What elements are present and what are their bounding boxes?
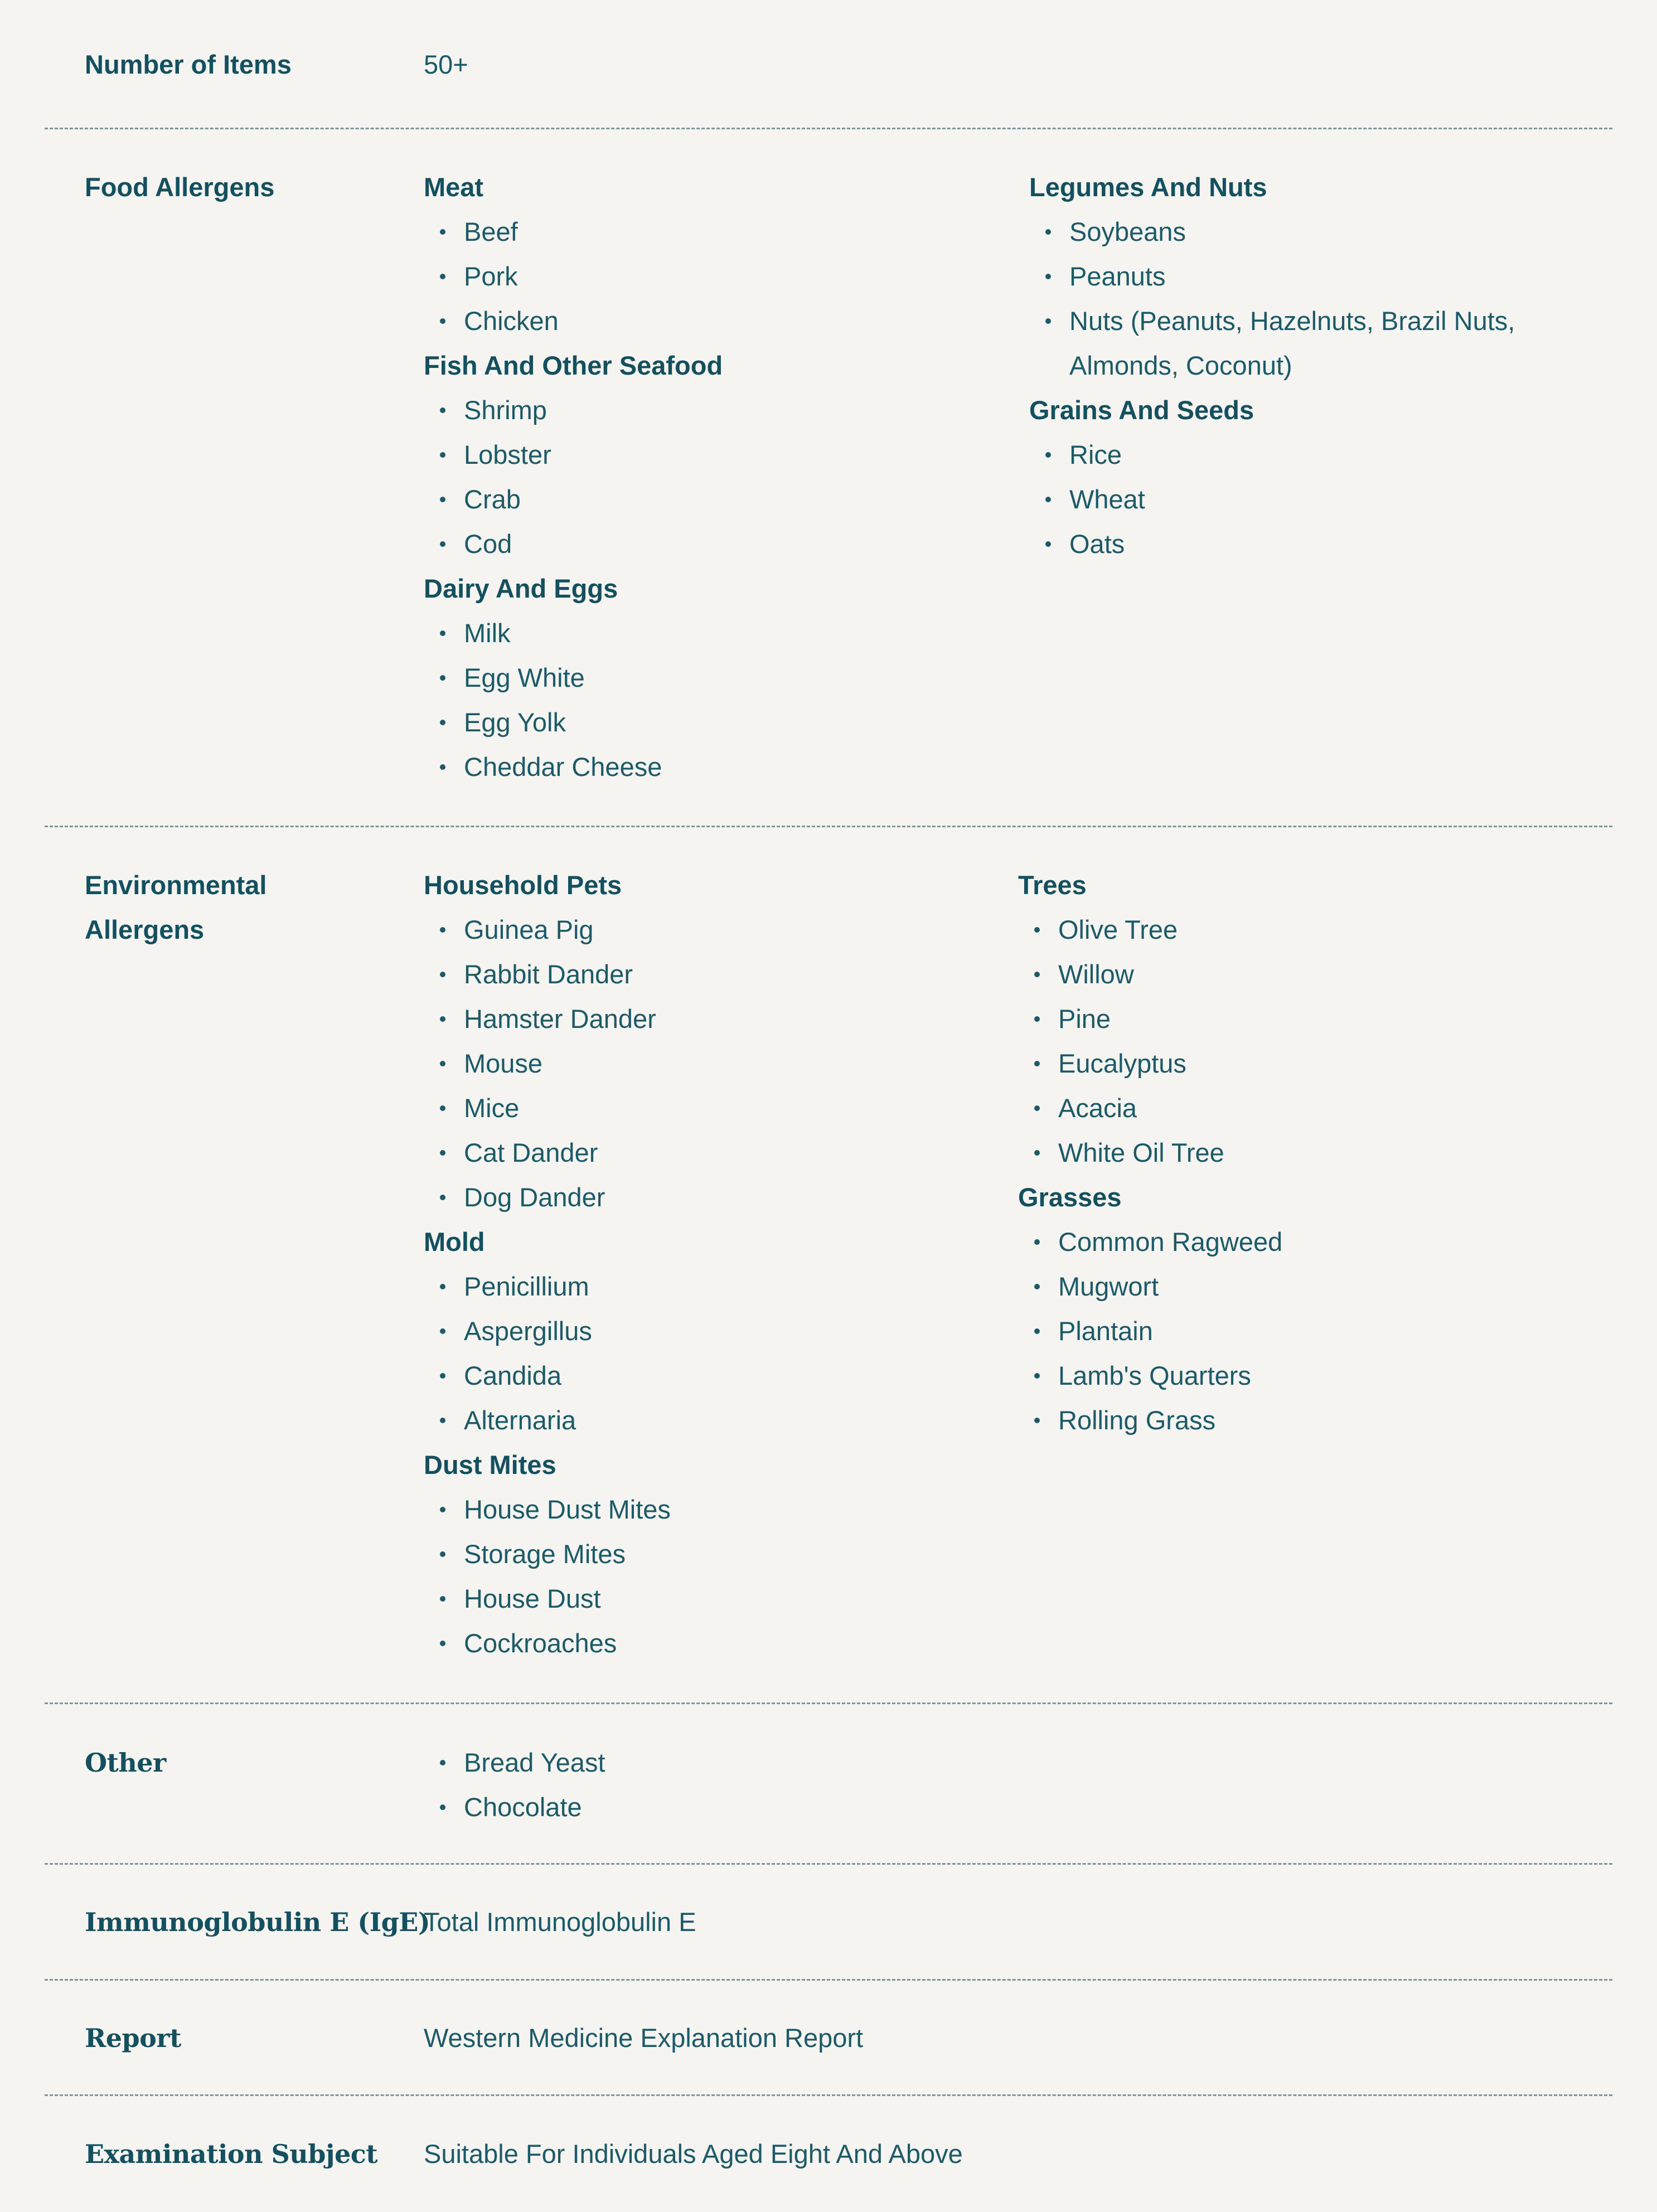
bullet-icon	[1034, 1328, 1040, 1334]
list-item	[424, 952, 981, 997]
item-text: Cheddar Cheese	[464, 752, 662, 782]
list-item	[424, 611, 981, 656]
row-divider	[45, 826, 1612, 827]
bullet-icon	[1034, 1105, 1040, 1111]
item-text: Mouse	[464, 1049, 543, 1078]
row-divider	[45, 1863, 1612, 1865]
bullet-icon	[440, 1596, 445, 1602]
grasses-list	[1018, 1220, 1576, 1443]
list-item	[1018, 997, 1576, 1041]
list-item	[1029, 299, 1592, 388]
bullet-icon	[440, 675, 445, 681]
list-item	[424, 997, 981, 1041]
item-text: Chocolate	[464, 1792, 582, 1822]
trees-list	[1018, 908, 1576, 1175]
list-item	[1018, 952, 1576, 997]
item-text: Guinea Pig	[464, 915, 594, 944]
bullet-icon	[1045, 497, 1051, 502]
list-item	[1018, 1131, 1576, 1175]
other-column	[424, 1740, 981, 1830]
item-text: Mugwort	[1058, 1272, 1159, 1301]
item-text: Acacia	[1058, 1093, 1137, 1123]
list-item	[424, 1576, 981, 1621]
bullet-icon	[440, 1328, 445, 1334]
list-item	[424, 1532, 981, 1576]
bullet-icon	[440, 1551, 445, 1557]
other-list	[424, 1740, 981, 1830]
bullet-icon	[440, 1507, 445, 1512]
bullet-icon	[440, 1418, 445, 1423]
bullet-icon	[1034, 1061, 1040, 1066]
bullet-icon	[1045, 541, 1051, 547]
row-divider	[45, 1702, 1612, 1704]
list-item	[1029, 477, 1592, 522]
item-text: Chicken	[464, 306, 559, 336]
food-allergens-left-column	[424, 165, 981, 789]
item-text: Mice	[464, 1093, 520, 1123]
list-item	[424, 700, 981, 745]
item-text: Dog Dander	[464, 1182, 605, 1212]
list-item	[424, 1131, 981, 1175]
item-text: Rabbit Dander	[464, 959, 633, 989]
number-of-items-label: Number of Items	[85, 50, 292, 79]
item-text: Wheat	[1069, 484, 1145, 514]
item-text: Storage Mites	[464, 1539, 626, 1569]
list-item	[424, 1041, 981, 1086]
item-text: Rice	[1069, 440, 1122, 469]
bullet-icon	[1034, 972, 1040, 977]
group-heading-meat: Meat	[424, 172, 484, 202]
report-value: Western Medicine Explanation Report	[424, 2023, 864, 2053]
group-heading-trees: Trees	[1018, 870, 1087, 900]
item-text: White Oil Tree	[1058, 1138, 1224, 1167]
list-item	[1018, 1264, 1576, 1309]
bullet-icon	[440, 764, 445, 770]
item-text: Pine	[1058, 1004, 1111, 1034]
list-item	[424, 1785, 981, 1830]
bullet-icon	[440, 541, 445, 547]
bullet-icon	[1034, 1373, 1040, 1379]
examination-subject-label: Examination Subject	[85, 2139, 378, 2169]
item-text: Common Ragweed	[1058, 1227, 1283, 1257]
bullet-icon	[440, 408, 445, 413]
bullet-icon	[1034, 1284, 1040, 1289]
item-text: Egg Yolk	[464, 707, 566, 737]
list-item	[1018, 1398, 1576, 1443]
list-item	[424, 1264, 981, 1309]
bullet-icon	[1034, 1016, 1040, 1022]
list-item	[1018, 1354, 1576, 1398]
bullet-icon	[1034, 1150, 1040, 1156]
item-text: Cod	[464, 529, 512, 559]
bullet-icon	[1034, 1418, 1040, 1423]
bullet-icon	[440, 1373, 445, 1379]
environmental-allergens-right-column	[1018, 863, 1576, 1443]
bullet-icon	[1034, 927, 1040, 933]
item-text: Lamb's Quarters	[1058, 1361, 1251, 1390]
item-text: Cockroaches	[464, 1628, 617, 1658]
bullet-icon	[440, 1804, 445, 1810]
group-heading-grains-seeds: Grains And Seeds	[1029, 395, 1254, 425]
list-item	[424, 210, 981, 254]
item-text: Oats	[1069, 529, 1125, 559]
bullet-icon	[440, 229, 445, 235]
group-heading-household-pets: Household Pets	[424, 870, 622, 900]
group-heading-grasses: Grasses	[1018, 1182, 1122, 1212]
row-divider	[45, 1979, 1612, 1981]
item-text: House Dust Mites	[464, 1495, 671, 1524]
item-text: Beef	[464, 217, 518, 246]
bullet-icon	[440, 318, 445, 324]
meat-list	[424, 210, 981, 343]
list-item	[424, 1175, 981, 1220]
item-text: Candida	[464, 1361, 562, 1390]
examination-subject-value: Suitable For Individuals Aged Eight And Above	[424, 2139, 963, 2169]
item-text: Aspergillus	[464, 1316, 592, 1346]
bullet-icon	[440, 1105, 445, 1111]
bullet-icon	[440, 1150, 445, 1156]
list-item	[424, 1309, 981, 1354]
list-item	[1029, 210, 1592, 254]
row-divider	[45, 128, 1612, 129]
list-item	[424, 254, 981, 299]
item-text: Soybeans	[1069, 217, 1186, 246]
list-item	[424, 433, 981, 477]
list-item	[424, 1086, 981, 1131]
item-text: Milk	[464, 618, 511, 648]
row-divider	[45, 2094, 1612, 2096]
list-item	[424, 1487, 981, 1532]
dairy-eggs-list	[424, 611, 981, 789]
bullet-icon	[1034, 1239, 1040, 1245]
group-heading-fish-seafood: Fish And Other Seafood	[424, 351, 723, 380]
number-of-items-value: 50+	[424, 50, 468, 79]
bullet-icon	[440, 630, 445, 636]
list-item	[424, 1621, 981, 1666]
item-text: Shrimp	[464, 395, 547, 425]
item-text: Pork	[464, 261, 518, 291]
item-text: Nuts (Peanuts, Hazelnuts, Brazil Nuts, Almonds, Coconut)	[1069, 306, 1515, 380]
bullet-icon	[440, 720, 445, 725]
other-label: Other	[85, 1748, 166, 1778]
food-allergens-right-column	[1029, 165, 1592, 566]
bullet-icon	[440, 497, 445, 502]
dust-mites-list	[424, 1487, 981, 1666]
item-text: Olive Tree	[1058, 915, 1178, 944]
list-item	[424, 1740, 981, 1785]
item-text: Bread Yeast	[464, 1748, 605, 1777]
group-heading-legumes-nuts: Legumes And Nuts	[1029, 172, 1267, 202]
bullet-icon	[440, 972, 445, 977]
list-item	[424, 656, 981, 700]
item-text: Willow	[1058, 959, 1134, 989]
list-item	[1018, 1309, 1576, 1354]
bullet-icon	[440, 452, 445, 458]
item-text: Egg White	[464, 663, 585, 692]
bullet-icon	[440, 927, 445, 933]
item-text: House Dust	[464, 1584, 601, 1613]
item-text: Crab	[464, 484, 521, 514]
item-text: Lobster	[464, 440, 551, 469]
list-item	[424, 299, 981, 343]
bullet-icon	[440, 1061, 445, 1066]
environmental-allergens-label: Environmental Allergens	[85, 870, 267, 944]
food-allergens-label: Food Allergens	[85, 172, 275, 202]
bullet-icon	[1045, 274, 1051, 279]
list-item	[424, 388, 981, 433]
ige-value: Total Immunoglobulin E	[424, 1907, 696, 1937]
list-item	[424, 477, 981, 522]
list-item	[424, 1354, 981, 1398]
bullet-icon	[1045, 452, 1051, 458]
group-heading-mold: Mold	[424, 1227, 485, 1257]
list-item	[1029, 433, 1592, 477]
mold-list	[424, 1264, 981, 1443]
item-text: Rolling Grass	[1058, 1405, 1216, 1435]
list-item	[1018, 1086, 1576, 1131]
item-text: Cat Dander	[464, 1138, 598, 1167]
group-heading-dairy-eggs: Dairy And Eggs	[424, 574, 618, 603]
list-item	[1029, 522, 1592, 566]
bullet-icon	[440, 1284, 445, 1289]
list-item	[424, 1398, 981, 1443]
item-text: Plantain	[1058, 1316, 1153, 1346]
item-text: Hamster Dander	[464, 1004, 656, 1034]
ige-label: Immunoglobulin E (IgE)	[85, 1907, 430, 1937]
list-item	[424, 745, 981, 789]
household-pets-list	[424, 908, 981, 1220]
bullet-icon	[1045, 318, 1051, 324]
item-text: Alternaria	[464, 1405, 576, 1435]
legumes-nuts-list	[1029, 210, 1592, 388]
grains-seeds-list	[1029, 433, 1592, 566]
bullet-icon	[440, 1016, 445, 1022]
group-heading-dust-mites: Dust Mites	[424, 1450, 556, 1479]
environmental-allergens-left-column	[424, 863, 981, 1666]
item-text: Peanuts	[1069, 261, 1166, 291]
list-item	[424, 908, 981, 952]
item-text: Eucalyptus	[1058, 1049, 1186, 1078]
report-label: Report	[85, 2023, 181, 2053]
list-item	[1018, 908, 1576, 952]
bullet-icon	[440, 1760, 445, 1765]
seafood-list	[424, 388, 981, 566]
list-item	[424, 522, 981, 566]
bullet-icon	[440, 274, 445, 279]
bullet-icon	[1045, 229, 1051, 235]
list-item	[1018, 1041, 1576, 1086]
bullet-icon	[440, 1195, 445, 1200]
item-text: Penicillium	[464, 1272, 589, 1301]
list-item	[1018, 1220, 1576, 1264]
bullet-icon	[440, 1641, 445, 1646]
list-item	[1029, 254, 1592, 299]
